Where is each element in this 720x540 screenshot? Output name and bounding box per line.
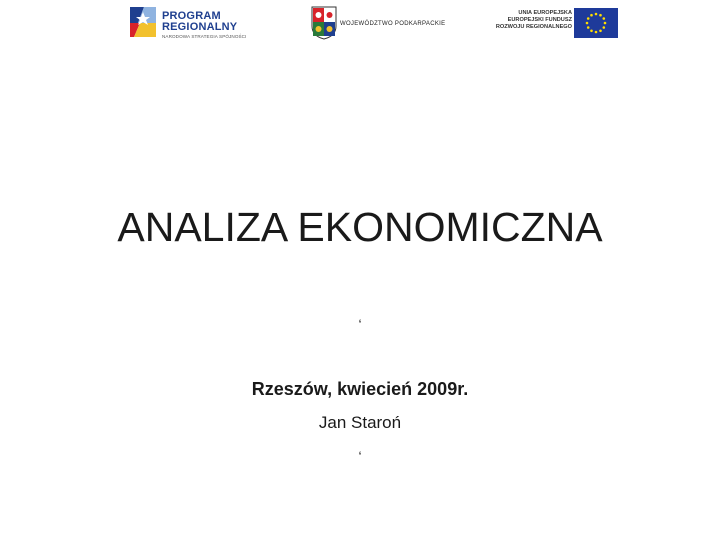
program-regionalny-line3: NARODOWA STRATEGIA SPÓJNOŚCI [162, 34, 247, 39]
eu-line1: UNIA EUROPEJSKA [518, 10, 572, 16]
logo-bar [0, 0, 720, 48]
wojewodztwo-text: WOJEWÓDZTWO PODKARPACKIE [340, 21, 446, 27]
eu-text [496, 10, 572, 31]
eu-line3: ROZWOJU REGIONALNEGO [495, 24, 572, 30]
program-regionalny-line2: REGIONALNY [162, 21, 238, 33]
author-name: Jan Staroń [318, 413, 402, 432]
decorative-mark-bottom: ‘ [358, 448, 362, 464]
eu-flag-icon [574, 8, 618, 38]
program-regionalny-logo [128, 3, 250, 41]
eu-line2: EUROPEJSKI FUNDUSZ [507, 17, 572, 23]
podkarpackie-crest-icon [311, 6, 337, 40]
place-and-date: Rzeszów, kwiecień 2009r. [251, 379, 469, 399]
program-regionalny-mark-icon [128, 3, 158, 39]
wojewodztwo-logo [311, 6, 446, 42]
program-regionalny-line1: PROGRAM [162, 10, 221, 22]
decorative-mark-top: ‘ [358, 316, 362, 332]
eu-logo [496, 8, 618, 40]
slide-title: ANALIZA EKONOMICZNA [117, 204, 603, 250]
